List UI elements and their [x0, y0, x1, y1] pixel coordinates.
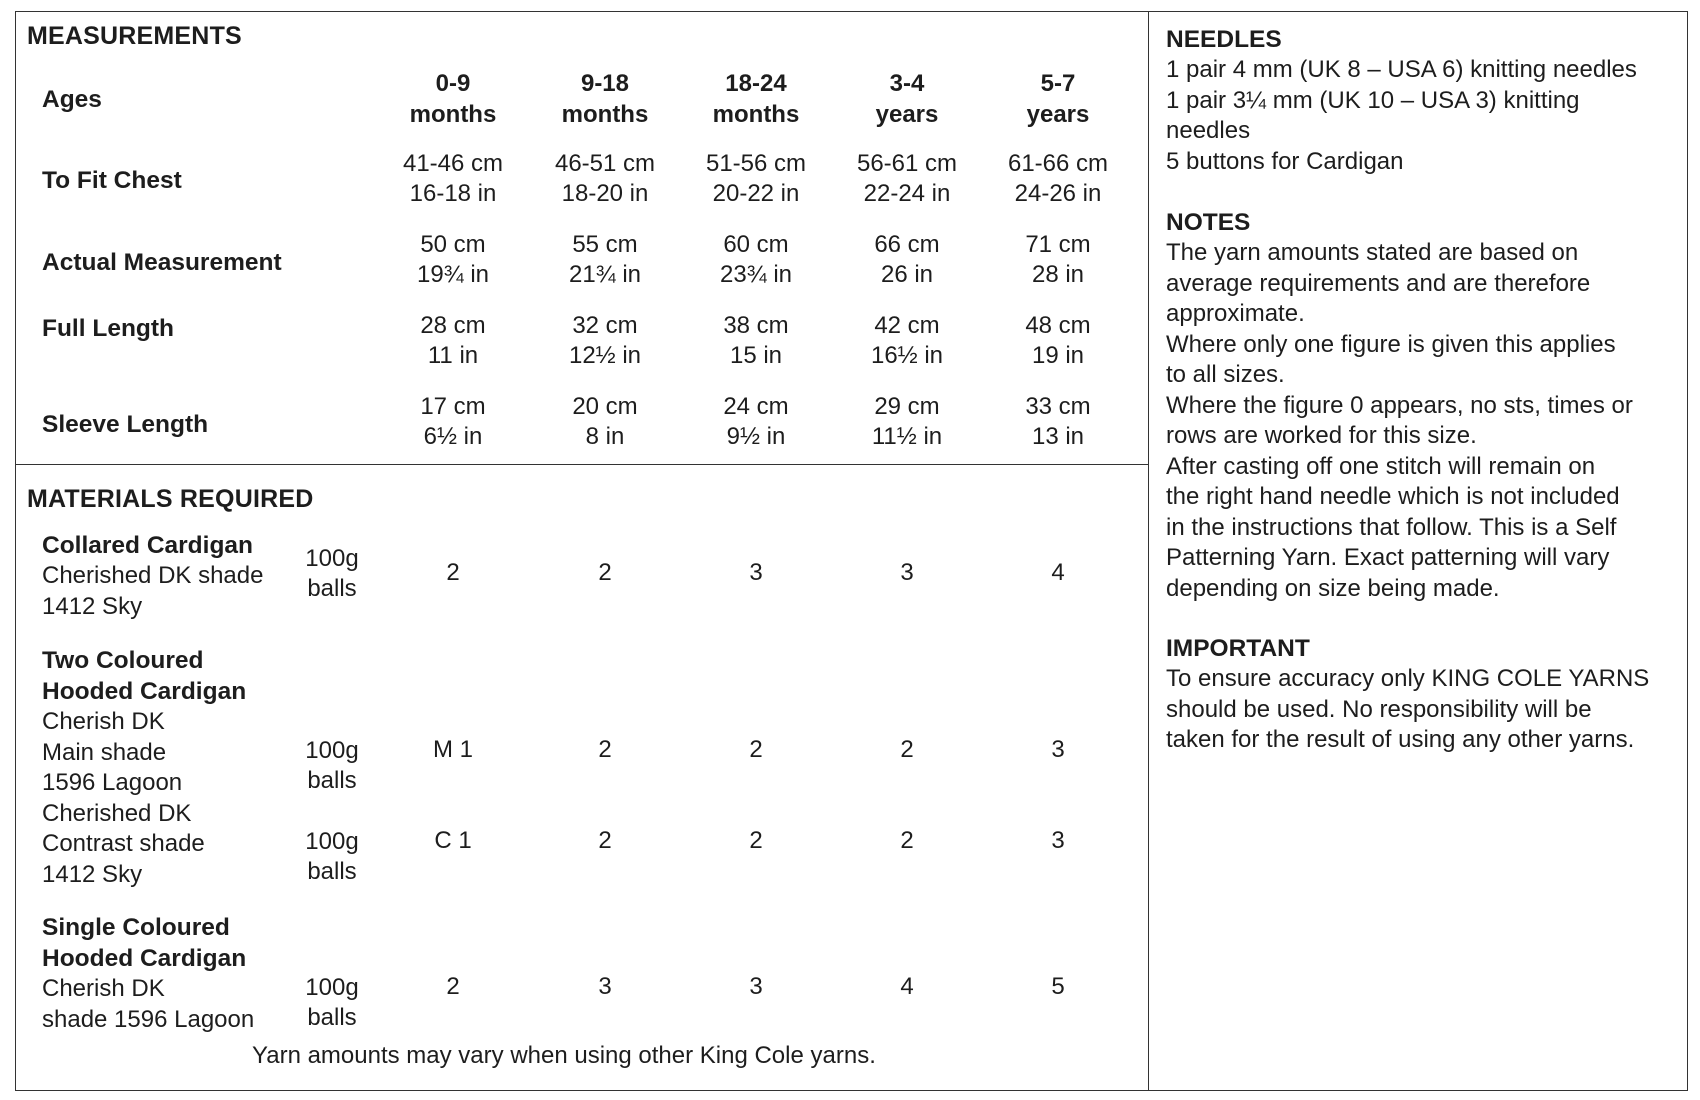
main-yarn-description: Cherish DK [42, 708, 165, 735]
yarn-description: Cherish DK [42, 975, 165, 1002]
size-header [832, 68, 982, 130]
ball-count: 2 [749, 827, 763, 854]
notes-line: approximate. [1166, 300, 1305, 327]
cm-value: 38 cm [723, 312, 789, 339]
two-coloured-title-line1: Two Coloured [42, 647, 204, 674]
column-divider [1148, 11, 1149, 1091]
in-value: 21¾ in [568, 261, 642, 288]
in-value: 22-24 in [863, 180, 951, 207]
ball-count: 3 [749, 973, 763, 1000]
ball-count: 3 [1051, 827, 1065, 854]
size-unit: months [409, 101, 497, 128]
notes-line: The yarn amounts stated are based on [1166, 239, 1579, 266]
in-value: 18-20 in [561, 180, 649, 207]
in-value: 16½ in [870, 342, 944, 369]
size-range: 18-24 [725, 70, 787, 97]
cm-value: 55 cm [572, 231, 638, 258]
ball-count: 4 [1051, 559, 1065, 586]
measure-cell [983, 149, 1133, 209]
yarn-description: Cherished DK shade [42, 562, 264, 589]
notes-line: to all sizes. [1166, 361, 1285, 388]
cm-value: 48 cm [1025, 312, 1091, 339]
ball-count: 4 [900, 973, 914, 1000]
cm-value: 60 cm [723, 231, 789, 258]
yarn-unit [292, 973, 372, 1033]
ball-count: 2 [446, 973, 460, 1000]
measure-cell [681, 311, 831, 371]
measure-cell [681, 392, 831, 452]
cm-value: 41-46 cm [402, 150, 504, 177]
unit-balls: balls [307, 1004, 357, 1031]
main-yarn-shade-label: Main shade [42, 738, 167, 766]
measure-cell [681, 149, 831, 209]
notes-line: in the instructions that follow. This is a Self [1166, 513, 1617, 541]
single-coloured-cardigan-block [42, 912, 254, 1035]
cm-value: 28 cm [420, 312, 486, 339]
in-value: 28 in [1031, 261, 1085, 288]
measure-cell [530, 230, 680, 290]
materials-heading: MATERIALS REQUIRED [27, 485, 314, 513]
important-heading: IMPORTANT [1166, 635, 1310, 662]
yarn-shade: shade 1596 Lagoon [42, 1005, 255, 1033]
ball-count: 2 [900, 827, 914, 854]
ball-count: 2 [446, 559, 460, 586]
size-unit: years [875, 101, 939, 128]
in-value: 12½ in [568, 342, 642, 369]
row-label-actual: Actual Measurement [42, 249, 282, 276]
measure-cell [983, 230, 1133, 290]
important-line: should be used. No responsibility will be [1166, 695, 1592, 723]
measure-cell [832, 311, 982, 371]
size-header [681, 68, 831, 130]
in-value: 20-22 in [712, 180, 800, 207]
single-coloured-title-line2: Hooded Cardigan [42, 945, 247, 972]
cm-value: 20 cm [572, 393, 638, 420]
measure-cell [378, 149, 528, 209]
in-value: 13 in [1031, 423, 1085, 450]
yarn-footnote: Yarn amounts may vary when using other King Cole yarns. [252, 1042, 876, 1069]
size-range: 0-9 [435, 70, 471, 97]
ball-count: 3 [1051, 736, 1065, 763]
needles-line: 1 pair 4 mm (UK 8 – USA 6) knitting needles [1166, 56, 1637, 83]
unit-weight: 100g [305, 828, 359, 855]
measure-cell [530, 311, 680, 371]
notes-heading: NOTES [1166, 209, 1251, 236]
size-header [530, 68, 680, 130]
yarn-unit [292, 544, 372, 604]
in-value: 6½ in [423, 423, 483, 450]
needles-section [1166, 25, 1686, 177]
needles-line: 5 buttons for Cardigan [1166, 147, 1404, 175]
cm-value: 71 cm [1025, 231, 1091, 258]
yarn-shade: 1412 Sky [42, 592, 143, 620]
ball-count: 3 [900, 559, 914, 586]
contrast-yarn-description: Cherished DK [42, 799, 192, 827]
ball-count: 2 [900, 736, 914, 763]
cm-value: 51-56 cm [705, 150, 807, 177]
notes-line: After casting off one stitch will remain on [1166, 452, 1596, 480]
in-value: 8 in [585, 423, 625, 450]
notes-line: the right hand needle which is not included [1166, 483, 1620, 510]
important-line: To ensure accuracy only KING COLE YARNS [1166, 665, 1650, 692]
notes-line: Where only one figure is given this applies [1166, 330, 1616, 358]
notes-line: Patterning Yarn. Exact patterning will vary [1166, 544, 1610, 571]
cm-value: 29 cm [874, 393, 940, 420]
measure-cell [832, 149, 982, 209]
ball-count: 2 [598, 736, 612, 763]
collared-cardigan-block [42, 530, 263, 622]
measure-cell [681, 230, 831, 290]
yarn-unit [292, 736, 372, 796]
notes-line: Where the figure 0 appears, no sts, times or [1166, 391, 1633, 419]
contrast-yarn-shade-label: Contrast shade [42, 830, 205, 857]
cm-value: 32 cm [572, 312, 638, 339]
in-value: 15 in [729, 342, 783, 369]
row-label-chest: To Fit Chest [42, 167, 182, 194]
cm-value: 33 cm [1025, 393, 1091, 420]
in-value: 16-18 in [409, 180, 497, 207]
section-divider [15, 464, 1149, 465]
cm-value: 61-66 cm [1007, 150, 1109, 177]
yarn-unit [292, 827, 372, 887]
size-unit: months [561, 101, 649, 128]
needles-heading: NEEDLES [1166, 26, 1282, 53]
measure-cell [530, 149, 680, 209]
cm-value: 24 cm [723, 393, 789, 420]
unit-weight: 100g [305, 737, 359, 764]
ball-count: 2 [598, 827, 612, 854]
unit-weight: 100g [305, 545, 359, 572]
ball-count: M 1 [432, 736, 473, 763]
measure-cell [832, 230, 982, 290]
unit-weight: 100g [305, 974, 359, 1001]
in-value: 23¾ in [719, 261, 793, 288]
measure-cell [378, 392, 528, 452]
cm-value: 66 cm [874, 231, 940, 258]
size-header [378, 68, 528, 130]
single-coloured-title-line1: Single Coloured [42, 914, 230, 941]
ball-count: 2 [598, 559, 612, 586]
measure-cell [530, 392, 680, 452]
collared-cardigan-title: Collared Cardigan [42, 532, 254, 559]
in-value: 11½ in [871, 423, 943, 450]
measurements-heading: MEASUREMENTS [27, 22, 242, 50]
in-value: 19 in [1031, 342, 1085, 369]
cm-value: 50 cm [420, 231, 486, 258]
two-coloured-title-line2: Hooded Cardigan [42, 678, 247, 705]
cm-value: 46-51 cm [554, 150, 656, 177]
in-value: 19¾ in [416, 261, 490, 288]
notes-line: average requirements and are therefore [1166, 269, 1591, 297]
size-range: 5-7 [1040, 70, 1076, 97]
row-label-full-length: Full Length [42, 315, 174, 342]
measure-cell [378, 311, 528, 371]
ball-count: 3 [598, 973, 612, 1000]
size-unit: months [712, 101, 800, 128]
size-range: 9-18 [580, 70, 630, 97]
notes-section [1166, 208, 1686, 604]
cm-value: 42 cm [874, 312, 940, 339]
unit-balls: balls [307, 767, 357, 794]
ball-count: 2 [749, 736, 763, 763]
ball-count: 5 [1051, 973, 1065, 1000]
measure-cell [983, 392, 1133, 452]
measure-cell [983, 311, 1133, 371]
size-range: 3-4 [889, 70, 925, 97]
measure-cell [378, 230, 528, 290]
main-yarn-shade: 1596 Lagoon [42, 769, 183, 796]
in-value: 9½ in [726, 423, 786, 450]
notes-line: depending on size being made. [1166, 574, 1500, 602]
unit-balls: balls [307, 575, 357, 602]
measure-cell [832, 392, 982, 452]
unit-balls: balls [307, 858, 357, 885]
in-value: 26 in [880, 261, 934, 288]
important-line: taken for the result of using any other yarns. [1166, 726, 1635, 753]
ages-label: Ages [42, 86, 102, 113]
cm-value: 56-61 cm [856, 150, 958, 177]
needles-line: needles [1166, 117, 1251, 144]
in-value: 24-26 in [1014, 180, 1102, 207]
size-header [983, 68, 1133, 130]
needles-line: 1 pair 3¼ mm (UK 10 – USA 3) knitting [1166, 86, 1580, 114]
contrast-yarn-shade: 1412 Sky [42, 860, 143, 888]
important-section [1166, 634, 1686, 756]
notes-line: rows are worked for this size. [1166, 422, 1477, 449]
ball-count: 3 [749, 559, 763, 586]
in-value: 11 in [427, 342, 479, 369]
size-unit: years [1026, 101, 1090, 128]
cm-value: 17 cm [420, 393, 486, 420]
row-label-sleeve-length: Sleeve Length [42, 411, 209, 438]
ball-count: C 1 [434, 827, 472, 854]
two-coloured-cardigan-block [42, 645, 246, 890]
